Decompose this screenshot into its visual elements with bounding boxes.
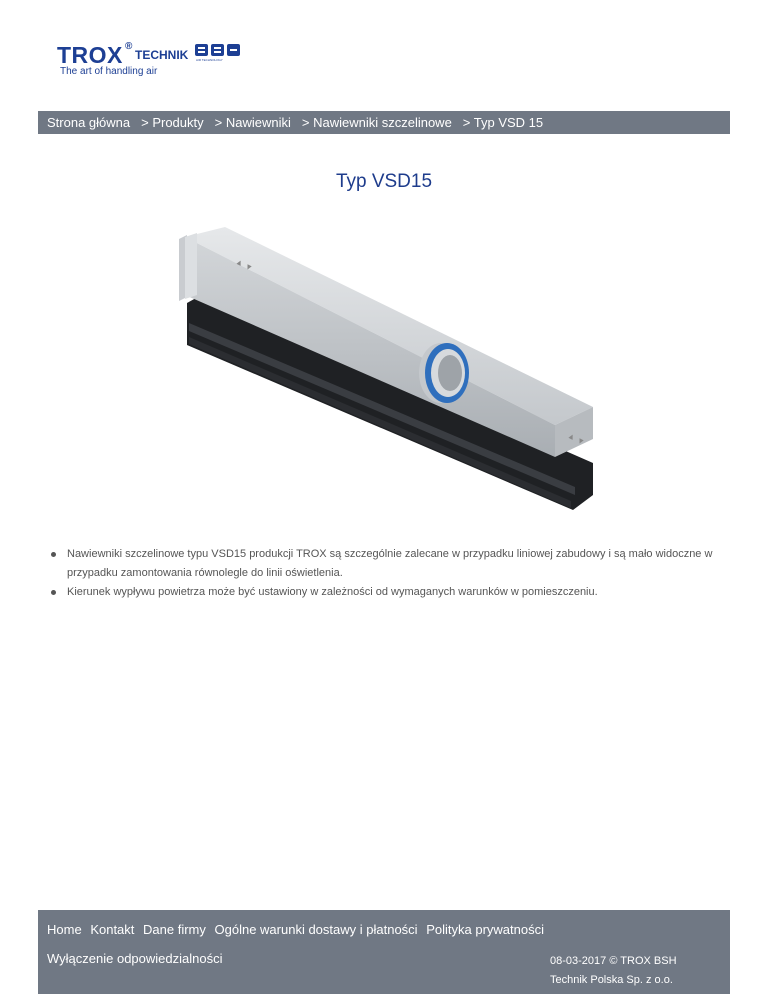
footer-link-company[interactable]: Dane firmy (143, 922, 206, 937)
bullet-icon (51, 590, 56, 595)
list-item-text: Kierunek wypływu powietrza może być ustawiony w zależności od wymaganych warunków w pomieszczeniu. (67, 586, 598, 598)
logo-suffix: TECHNIK (135, 48, 189, 62)
list-item (48, 545, 728, 583)
logo-tagline: The art of handling air (60, 66, 158, 77)
bullet-icon (51, 552, 56, 557)
footer-link-contact[interactable]: Kontakt (90, 922, 135, 937)
bsh-logo-icon (195, 44, 241, 56)
breadcrumb-home[interactable]: Strona główna (47, 115, 131, 130)
footer-link-home[interactable]: Home (47, 922, 82, 937)
logo-registered-mark: ® (125, 41, 133, 52)
page-title: Typ VSD15 (335, 171, 433, 192)
list-item (48, 583, 728, 602)
footer-link-terms[interactable]: Ogólne warunki dostawy i płatności (214, 922, 418, 937)
footer-links (47, 922, 549, 937)
breadcrumb (38, 111, 730, 134)
svg-text:▲ ▼: ▲ ▼ (234, 256, 255, 273)
footer-link-privacy[interactable]: Polityka prywatności (426, 922, 544, 937)
feature-list (48, 545, 728, 602)
breadcrumb-slot-diffusers[interactable]: > Nawiewniki szczelinowe (301, 115, 452, 130)
breadcrumb-diffusers[interactable]: > Nawiewniki (214, 115, 291, 130)
breadcrumb-products[interactable]: > Produkty (141, 115, 204, 130)
footer-link-disclaimer[interactable]: Wyłączenie odpowiedzialności (47, 951, 223, 966)
svg-text:▲ ▼: ▲ ▼ (566, 430, 587, 447)
logo-brand: TROX (57, 42, 123, 68)
copyright (550, 952, 710, 990)
logo-partner-subtext: AIR TECHNOLOGY (196, 58, 223, 62)
product-image (175, 225, 595, 520)
copyright-line-1: 08-03-2017 © TROX BSH (550, 955, 677, 967)
footer (38, 910, 730, 994)
breadcrumb-current[interactable]: > Typ VSD 15 (462, 115, 544, 130)
list-item-text: Nawiewniki szczelinowe typu VSD15 produkcji TROX są szczególnie zalecane w przypadku liniowej zabudowy i są mało widoczne w przypadku zamontowania równolegle do linii oświetlenia. (67, 548, 713, 579)
copyright-line-2: Technik Polska Sp. z o.o. (550, 974, 673, 986)
trox-logo[interactable] (57, 40, 247, 80)
